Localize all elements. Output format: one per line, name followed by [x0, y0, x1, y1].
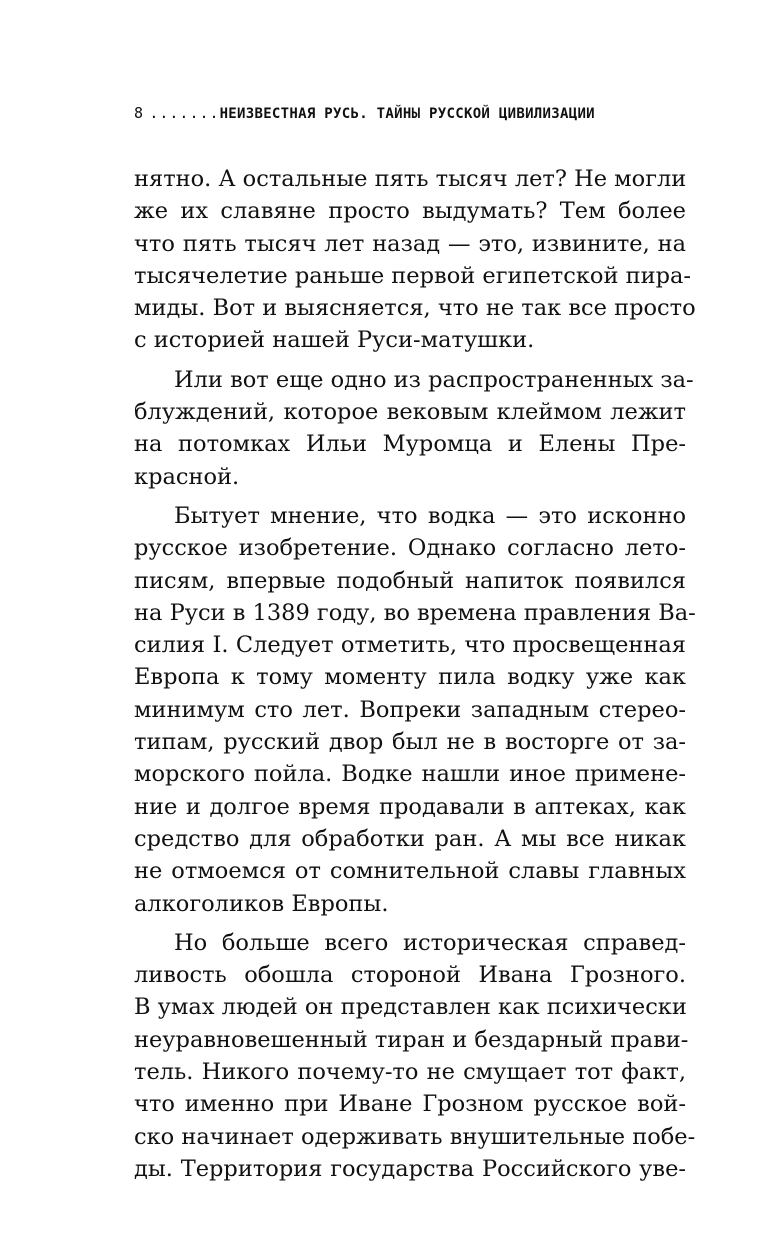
text-line: тель. Никого почему-то не смущает тот факт,	[134, 1059, 686, 1086]
text-line: Но больше всего историческая справед-	[174, 929, 686, 956]
page-number: 8	[134, 104, 144, 122]
text-line: писям, впервые подобный напиток появился	[134, 567, 686, 594]
paragraph-1	[134, 163, 696, 357]
text-line: миды. Вот и выясняется, что не так все просто	[134, 295, 696, 322]
text-line: на потомках Ильи Муромца и Елены Пре-	[134, 431, 686, 458]
text-line: средство для обработки ран. А мы все никак	[134, 825, 686, 852]
text-line: силия I. Следует отметить, что просвещенная	[134, 632, 686, 659]
text-line: ско начинает одерживать внушительные побе-	[134, 1123, 696, 1150]
text-line: нятно. А остальные пять тысяч лет? Не могли	[134, 166, 687, 192]
text-line: русское изобретение. Однако согласно лето-	[134, 535, 686, 562]
text-line: блуждений, которое вековым клеймом лежит	[134, 399, 686, 426]
text-line: ливость обошла стороной Ивана Грозного.	[134, 962, 686, 989]
text-line: Европа к тому моменту пила водку уже как	[134, 664, 686, 691]
body-text	[134, 163, 696, 1185]
paragraph-4	[134, 927, 696, 1185]
text-line: В умах людей он представлен как психически	[134, 994, 687, 1021]
text-line: Бытует мнение, что водка — это исконно	[174, 502, 686, 529]
text-line: тысячелетие раньше первой египетской пира-	[134, 262, 692, 289]
text-line: ды. Территория государства Российского уве-	[134, 1155, 686, 1182]
text-line: морского пойла. Водке нашли иное примене-	[134, 761, 686, 788]
text-line: минимум сто лет. Вопреки западным стерео-	[134, 696, 686, 723]
text-line: что именно при Иване Грозном русское вой-	[134, 1091, 686, 1118]
running-header	[134, 101, 694, 125]
text-line: красной.	[134, 463, 240, 490]
text-line: не отмоемся от сомнительной славы главных	[134, 858, 686, 885]
text-line: что пять тысяч лет назад — это, извините, на	[134, 230, 686, 257]
paragraph-2	[134, 364, 694, 493]
text-line: на Руси в 1389 году, во времена правления Ва-	[134, 599, 696, 626]
text-line: Или вот еще одно из распространенных за-	[174, 366, 694, 393]
text-line: типам, русский двор был не в восторге от за-	[134, 729, 686, 756]
text-line: ние и долгое время продавали в аптеках, как	[134, 793, 686, 820]
text-line: алкоголиков Европы.	[134, 890, 389, 917]
paragraph-3	[134, 500, 696, 920]
book-title: НЕИЗВЕСТНАЯ РУСЬ. ТАЙНЫ РУССКОЙ ЦИВИЛИЗАЦИИ	[219, 106, 595, 122]
text-line: неуравновешенный тиран и бездарный прави-	[134, 1026, 689, 1053]
header-leader-dots: .......	[149, 104, 220, 122]
text-line: с историей нашей Руси-матушки.	[134, 327, 535, 354]
text-line: же их славяне просто выдумать? Тем более	[134, 198, 686, 225]
